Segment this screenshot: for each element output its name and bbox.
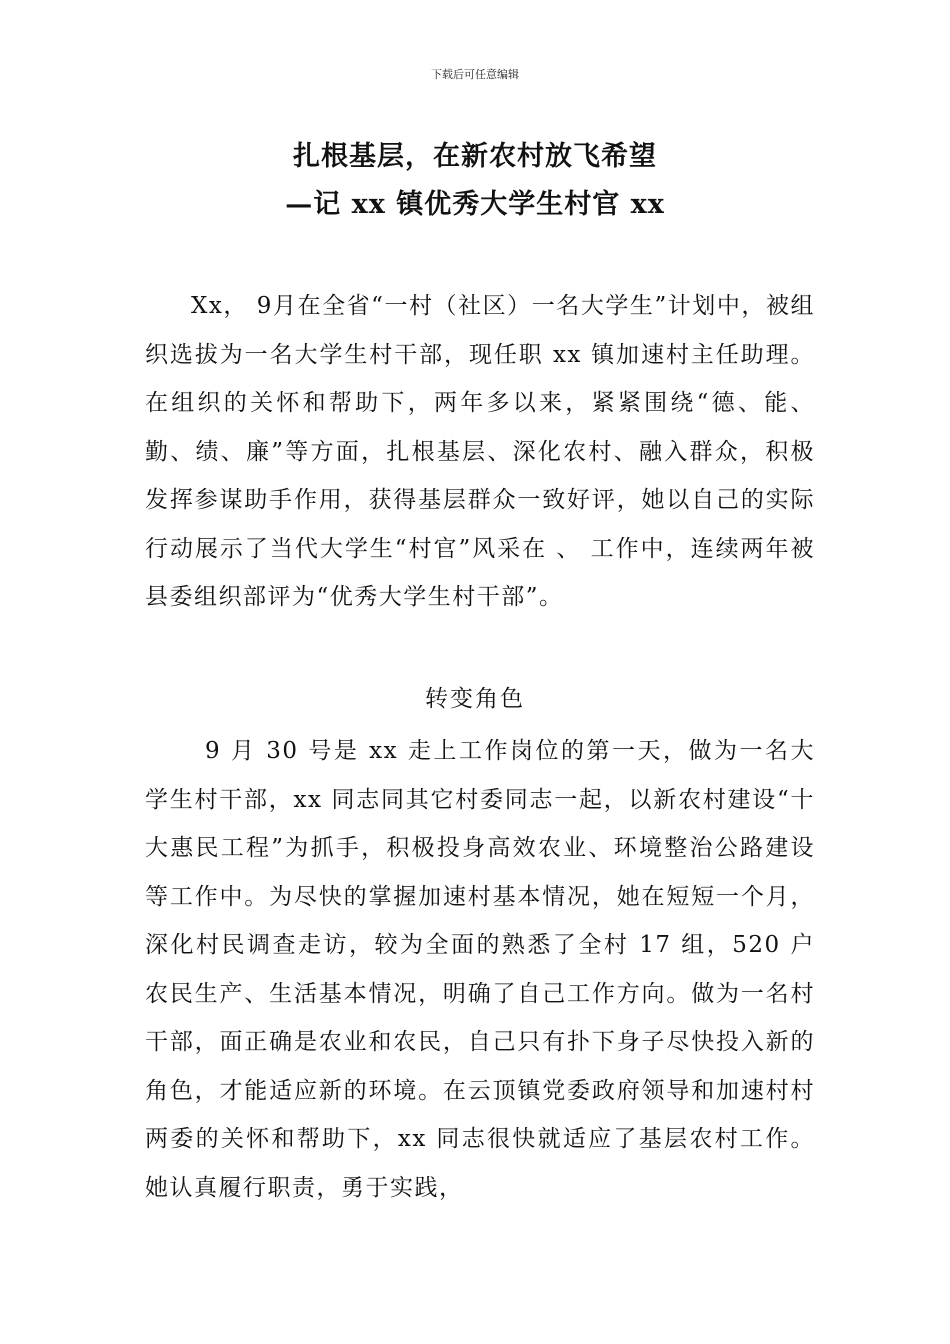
intro-paragraph: Xx， 9月在全省“一村（社区）一名大学生”计划中，被组织选拔为一名大学生村干部，现任职 xx 镇加速村主任助理。在组织的关怀和帮助下，两年多以来，紧紧围绕“德、能、勤、绩、廉”等方面，扎根基层、深化农村、融入群众，积极发挥参谋助手作用，获得基层群众一致好评，她以自己的实际行动展示了当代大学生“村官”风采在 、 工作中，连续两年被县委组织部评为“优秀大学生村干部”。	[145, 293, 815, 610]
title-line-1: 扎根基层，在新农村放飞希望	[293, 141, 657, 172]
section-heading: 转变角色	[425, 686, 525, 712]
title-line-2: —记 xx 镇优秀大学生村官 xx	[285, 189, 665, 220]
section-paragraph: 9 月 30 号是 xx 走上工作岗位的第一天，做为一名大学生村干部，xx 同志同其它村委同志一起，以新农村建设“十大惠民工程”为抓手，积极投身高效农业、环境整治公路建设等工作中。为尽快的掌握加速村基本情况，她在短短一个月，深化村民调查走访，较为全面的熟悉了全村 17 组，520 户农民生产、生活基本情况，明确了自己工作方向。做为一名村干部，面正确是农业和农民，自己只有扑下身子尽快投入新的角色，才能适应新的环境。在云顶镇党委政府领导和加速村村两委的关怀和帮助下，xx 同志很快就适应了基层农村工作。她认真履行职责，勇于实践，	[145, 738, 815, 1201]
header-note: 下载后可任意编辑	[431, 68, 519, 81]
